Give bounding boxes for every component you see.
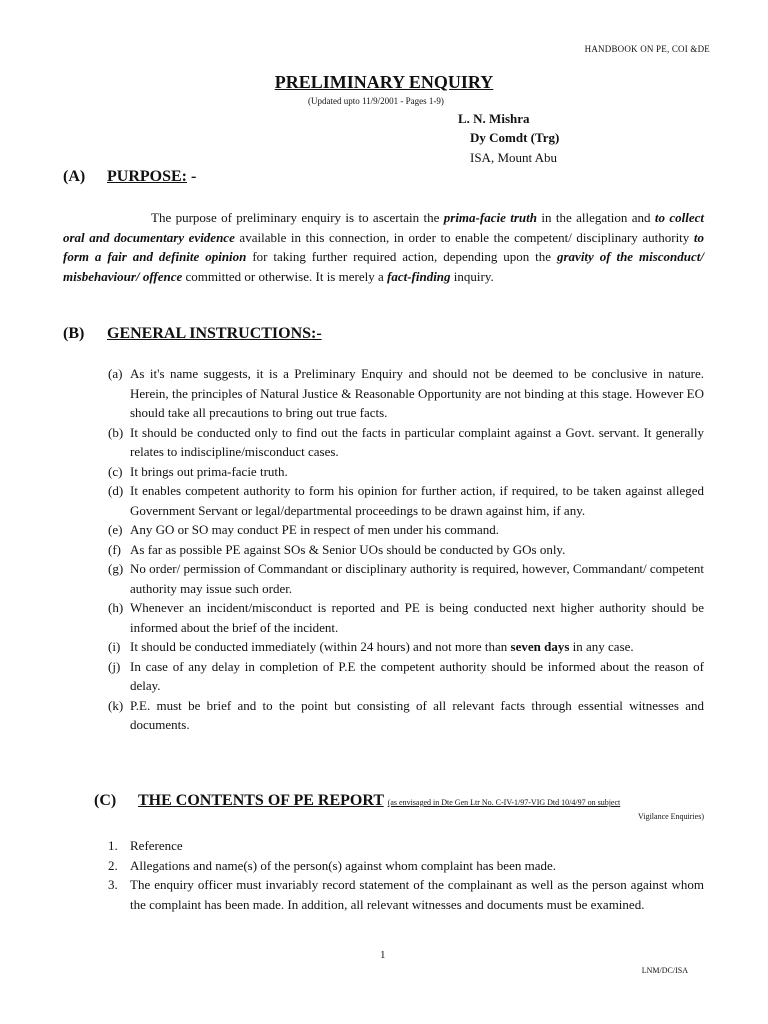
instruction-item: (a) As it's name suggests, it is a Preliminary Enquiry and should not be deemed to be conclusive in nature. Herein, the principles of Natural Justice & Reasonable Opportunity are not binding at this stage. However EO should take all precautions to bring out true facts.: [108, 366, 704, 420]
author-rank: Dy Comdt (Trg): [470, 130, 560, 145]
instruction-item: (b) It should be conducted only to find out the facts in particular complaint against a Govt. servant. It generally relates to indiscipline/misconduct cases.: [108, 424, 704, 459]
instruction-item: (i) It should be conducted immediately (within 24 hours) and not more than seven days in any case.: [108, 639, 634, 654]
general-instructions-list: [108, 364, 704, 735]
purpose-emph-1: prima-facie truth: [443, 210, 537, 225]
instruction-item: (g) No order/ permission of Commandant or disciplinary authority is required, however, Commandant/ competent authority may issue such order.: [108, 561, 704, 596]
section-c-label: (C): [94, 792, 117, 809]
page-number: 1: [380, 949, 386, 961]
section-a-title: PURPOSE:: [107, 168, 187, 185]
report-contents-list: [108, 836, 704, 914]
section-a-title-tail: -: [187, 168, 197, 185]
page-subtitle: (Updated upto 11/9/2001 - Pages 1-9): [308, 96, 444, 106]
purpose-emph-3: to form a fair and definite opinion: [63, 229, 704, 264]
purpose-text-6: inquiry.: [450, 268, 494, 284]
instruction-item: (h) Whenever an incident/misconduct is reported and PE is being conducted next higher authority should be informed about the brief of the incident.: [108, 600, 704, 635]
instruction-item: (f) As far as possible PE against SOs & Senior UOs should be conducted by GOs only.: [108, 541, 566, 557]
running-footer: LNM/DC/ISA: [641, 966, 688, 975]
purpose-text-3: available in this connection, in order to enable the competent/ disciplinary authority: [234, 229, 690, 245]
page-title: PRELIMINARY ENQUIRY: [274, 72, 494, 92]
instruction-item: (k) P.E. must be brief and to the point but consisting of all relevant facts through essential witnesses and documents.: [108, 697, 704, 732]
section-c-note-tail: Vigilance Enquiries): [638, 812, 704, 821]
author-place: ISA, Mount Abu: [470, 150, 558, 165]
purpose-text-5: committed or otherwise. It is merely a: [182, 268, 387, 284]
instruction-item: (e) Any GO or SO may conduct PE in respect of men under his command.: [108, 522, 499, 537]
section-a-heading: [63, 168, 196, 186]
report-item: 1. Reference: [108, 838, 183, 853]
purpose-text-1: The purpose of preliminary enquiry is to ascertain the: [151, 210, 444, 225]
section-b-heading: [63, 325, 322, 343]
purpose-emph-2: to collect oral and documentary evidence: [63, 210, 705, 245]
section-c-note: (as envisaged in Dte Gen Ltr No. C-IV-1/97-VIG Dtd 10/4/97 on subject: [387, 798, 621, 807]
purpose-emph-5: fact-finding: [386, 268, 451, 284]
instruction-item: (c) It brings out prima-facie truth.: [108, 463, 288, 479]
instruction-item: (d) It enables competent authority to form his opinion for further action, if required, to be taken against alleged Government Servant or legal/departmental proceedings to be drawn against him, if any.: [108, 483, 704, 518]
purpose-text-2: in the allegation and: [536, 210, 655, 225]
section-b-title: GENERAL INSTRUCTIONS:-: [107, 325, 322, 342]
section-a-label: (A): [63, 168, 86, 185]
report-item: 3. The enquiry officer must invariably record statement of the complainant as well as the person against whom the complaint has been made. In addition, all relevant witnesses and documents must be examined.: [108, 877, 704, 912]
section-c-title: THE CONTENTS OF PE REPORT: [138, 792, 384, 809]
section-b-label: (B): [63, 325, 85, 342]
author-name: L. N. Mishra: [458, 111, 530, 126]
running-header: HANDBOOK ON PE, COI &DE: [584, 44, 710, 54]
purpose-emph-4: gravity of the misconduct/ misbehaviour/ offence: [63, 249, 704, 284]
purpose-text-4: for taking further required action, depending upon the: [246, 249, 557, 264]
section-c-heading: [94, 792, 620, 810]
purpose-paragraph: [63, 208, 704, 286]
instruction-item: (j) In case of any delay in completion of P.E the competent authority should be informed about the reason of delay.: [108, 658, 704, 693]
report-item: 2. Allegations and name(s) of the person(s) against whom complaint has been made.: [108, 857, 556, 873]
